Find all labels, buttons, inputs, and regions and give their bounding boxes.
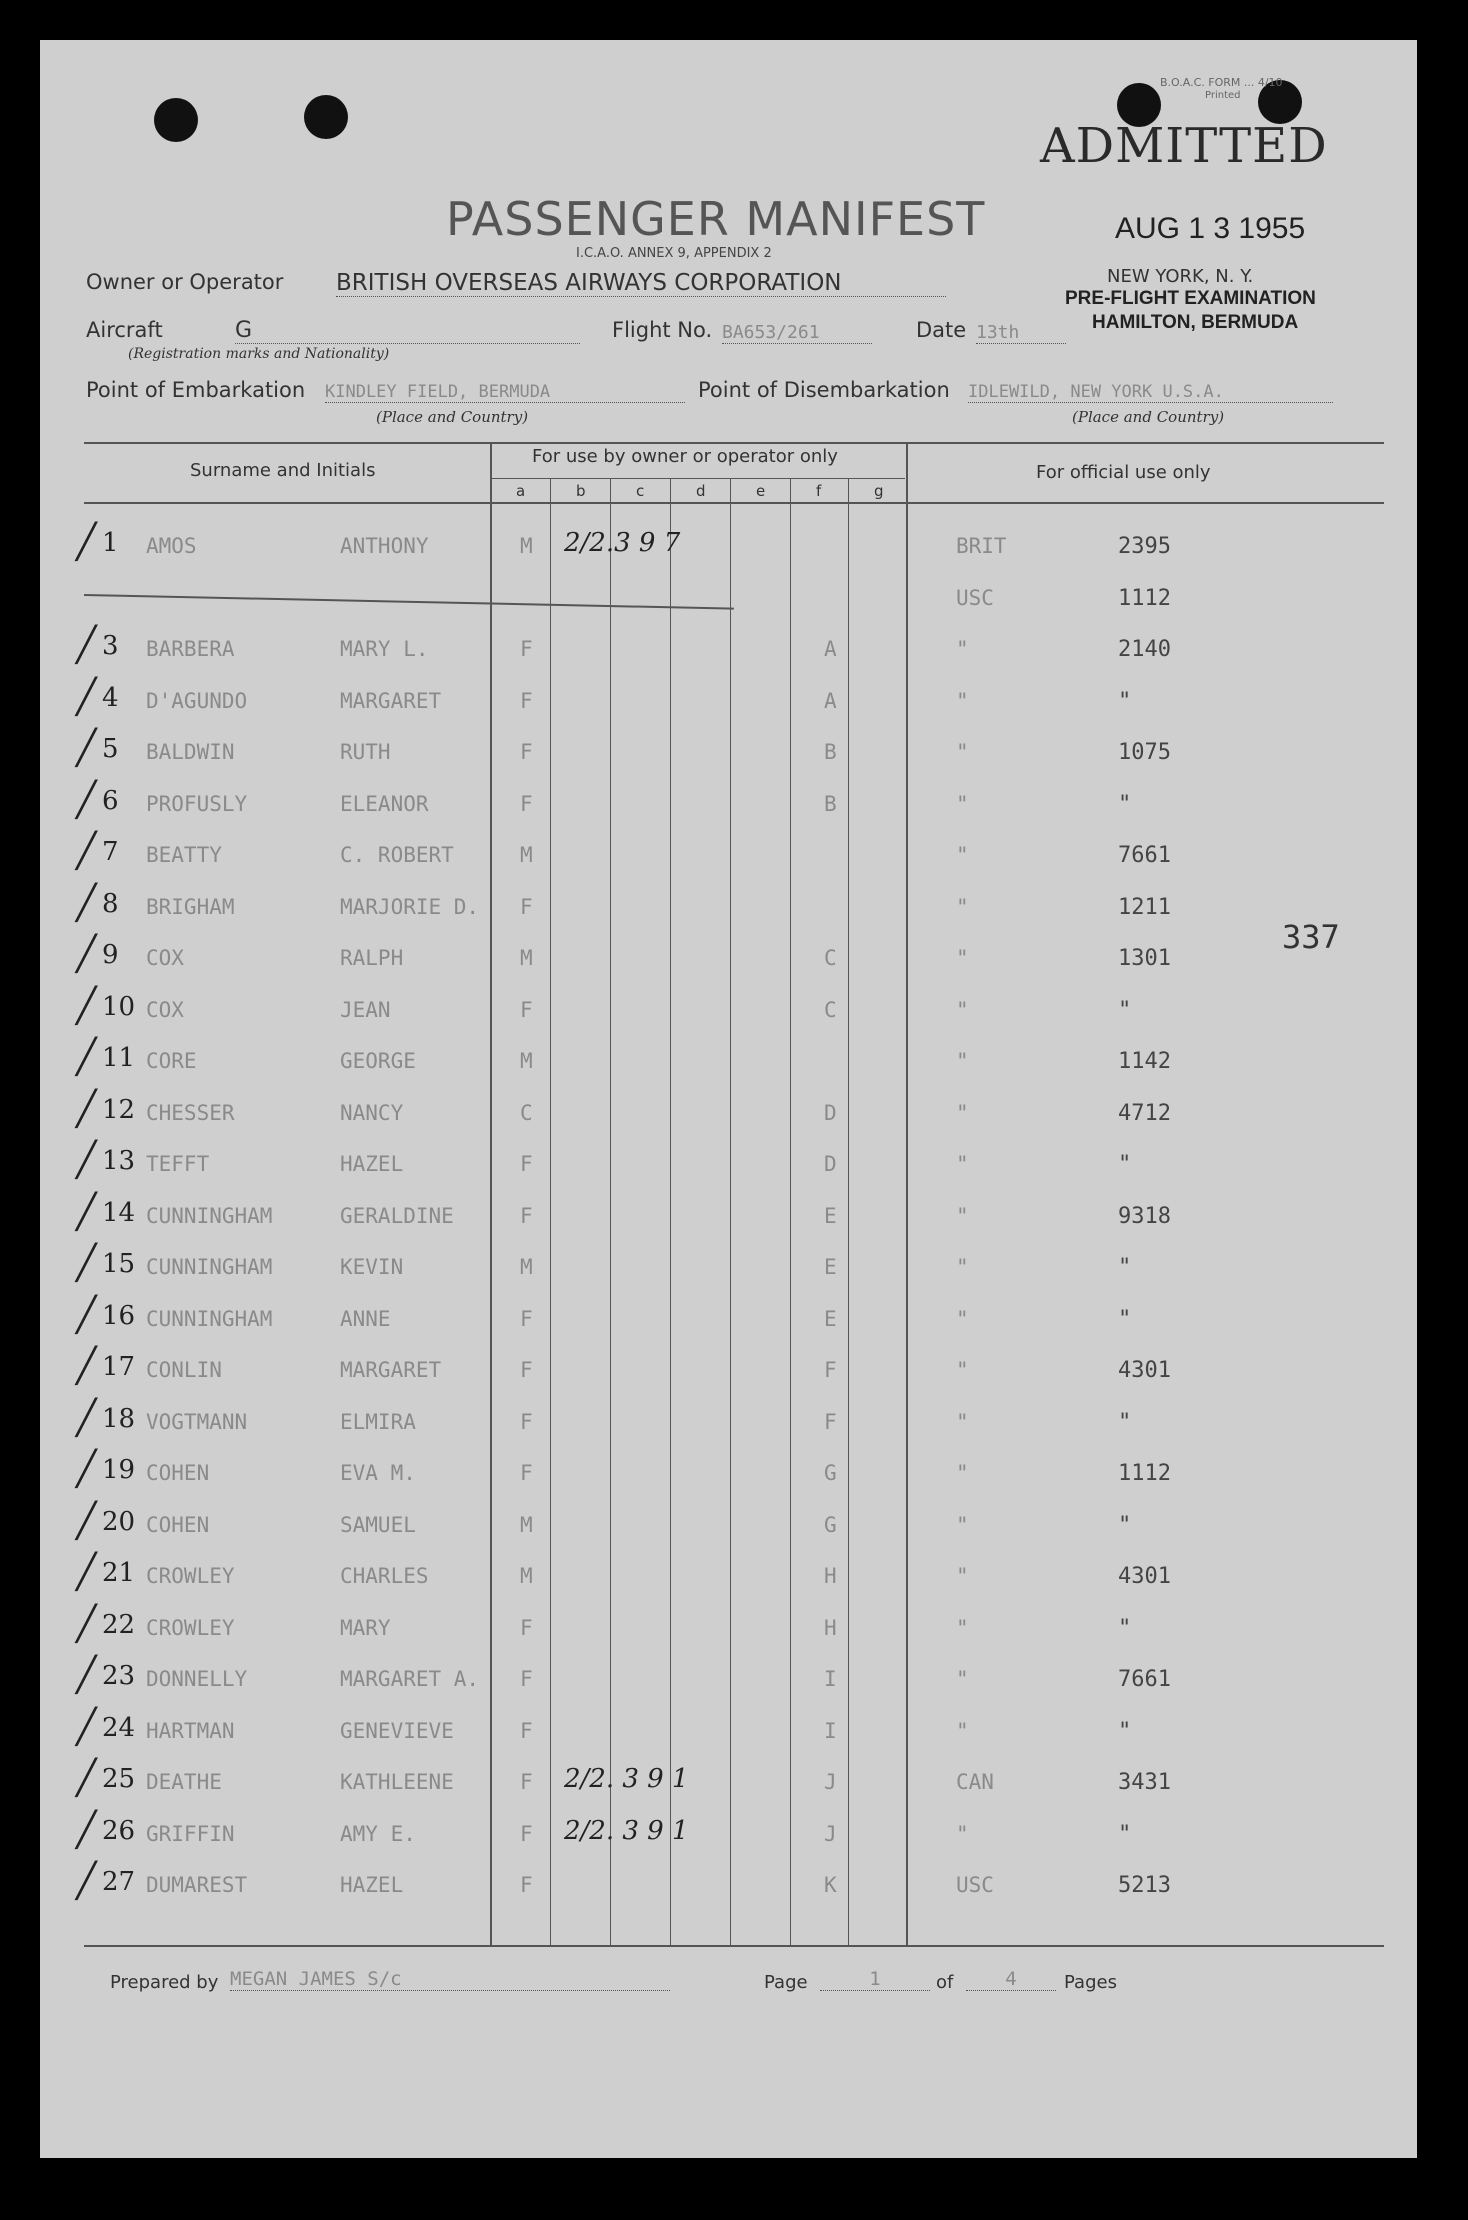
- row-number: 11: [102, 1043, 136, 1073]
- given-name: ANTHONY: [340, 534, 429, 558]
- given-name: MARJORIE D.: [340, 894, 480, 919]
- surname: VOGTMANN: [146, 1409, 248, 1434]
- disembarkation-label: Point of Disembarkation: [698, 378, 950, 402]
- date-value: 13th: [976, 322, 1066, 344]
- surname: COX: [146, 997, 184, 1022]
- group-letter: D: [824, 1100, 837, 1125]
- given-name: ELMIRA: [340, 1409, 416, 1434]
- surname: CROWLEY: [146, 1615, 235, 1640]
- row-number: 21: [102, 1558, 136, 1588]
- sex-code: F: [520, 1409, 533, 1434]
- official-code: ": [1118, 1306, 1132, 1332]
- subcol-letter: f: [816, 482, 822, 500]
- nationality: ": [956, 1667, 969, 1691]
- group-letter: B: [824, 791, 837, 816]
- stamp-examination: PRE-FLIGHT EXAMINATION: [1065, 288, 1316, 309]
- punch-hole: [304, 95, 348, 139]
- flight-value: BA653/261: [722, 322, 872, 344]
- row-number: 20: [102, 1506, 136, 1537]
- surname: AMOS: [146, 534, 197, 558]
- aircraft-label: Aircraft: [86, 318, 163, 342]
- group-letter: H: [824, 1564, 837, 1588]
- given-name: GEORGE: [340, 1049, 416, 1073]
- row-number: 22: [102, 1609, 136, 1640]
- official-code: 4301: [1118, 1564, 1171, 1589]
- sex-code: F: [520, 1821, 533, 1846]
- table-row: [40, 986, 1417, 1038]
- row-number: 25: [102, 1764, 136, 1794]
- nationality: ": [956, 1049, 969, 1073]
- official-code: ": [1118, 1821, 1132, 1847]
- flight-label: Flight No.: [612, 318, 713, 342]
- sex-code: F: [520, 637, 533, 661]
- row-number: 23: [102, 1661, 136, 1691]
- form-reference: B.O.A.C. FORM ... 4/10: [1160, 76, 1283, 89]
- official-code: 2140: [1118, 637, 1171, 662]
- surname: CUNNINGHAM: [146, 1203, 273, 1228]
- group-letter: H: [824, 1615, 837, 1640]
- check-mark-icon: ╱: [76, 1500, 97, 1541]
- official-code: ": [1118, 1718, 1132, 1744]
- owner-value: BRITISH OVERSEAS AIRWAYS CORPORATION: [336, 270, 946, 297]
- table-row: [40, 1192, 1417, 1244]
- subcol-letter: e: [756, 482, 766, 500]
- table-row: [40, 934, 1417, 986]
- check-mark-icon: ╱: [76, 934, 97, 974]
- surname: CROWLEY: [146, 1564, 235, 1588]
- nationality: USC: [956, 585, 994, 610]
- col-header-official: For official use only: [1036, 462, 1211, 483]
- check-mark-icon: ╱: [76, 779, 97, 820]
- sex-code: M: [520, 1049, 533, 1073]
- check-mark-icon: ╱: [76, 676, 97, 717]
- given-name: MARGARET: [340, 1358, 442, 1382]
- total-pages-value: 4: [966, 1968, 1056, 1991]
- aircraft-value: G: [235, 318, 580, 344]
- nationality: ": [956, 1152, 969, 1176]
- official-code: 1142: [1118, 1049, 1171, 1074]
- check-mark-icon: ╱: [76, 522, 97, 562]
- sex-code: F: [520, 1358, 533, 1382]
- row-number: 9: [102, 940, 119, 970]
- nationality: ": [956, 1409, 969, 1434]
- official-code: 7661: [1118, 843, 1171, 868]
- check-mark-icon: ╱: [76, 1346, 97, 1386]
- table-row: [40, 1243, 1417, 1295]
- official-code: 4712: [1118, 1100, 1171, 1126]
- page-subtitle: I.C.A.O. ANNEX 9, APPENDIX 2: [576, 246, 772, 261]
- group-letter: F: [824, 1409, 837, 1434]
- given-name: MARGARET: [340, 688, 442, 713]
- stamp-location: NEW YORK, N. Y.: [1107, 266, 1254, 287]
- table-row: [40, 1655, 1417, 1707]
- sex-code: F: [520, 1152, 533, 1176]
- official-code: ": [1118, 688, 1132, 714]
- surname: BALDWIN: [146, 740, 235, 764]
- table-row: [40, 1758, 1417, 1810]
- sex-code: F: [520, 1718, 533, 1743]
- nationality: ": [956, 1358, 969, 1382]
- date-label: Date: [916, 318, 967, 342]
- surname: BRIGHAM: [146, 894, 235, 919]
- subcol-letter: a: [516, 482, 526, 500]
- official-code: ": [1118, 791, 1132, 817]
- check-mark-icon: ╱: [76, 1655, 97, 1695]
- row-number: 12: [102, 1094, 136, 1125]
- table-row: [40, 1604, 1417, 1656]
- check-mark-icon: ╱: [76, 1397, 97, 1438]
- surname: COHEN: [146, 1461, 210, 1485]
- sex-code: M: [520, 534, 533, 558]
- given-name: ANNE: [340, 1306, 391, 1331]
- printed-note: Printed: [1205, 90, 1241, 101]
- official-code: 1112: [1118, 1461, 1171, 1486]
- page-title: PASSENGER MANIFEST: [446, 192, 986, 246]
- table-row: [40, 1295, 1417, 1347]
- nationality: ": [956, 740, 969, 764]
- nationality: ": [956, 1203, 969, 1228]
- handwritten-code: 2/2. 3 9 1: [564, 1764, 689, 1794]
- surname: BEATTY: [146, 843, 222, 867]
- sex-code: M: [520, 1255, 533, 1279]
- table-row: [40, 883, 1417, 935]
- group-letter: E: [824, 1255, 837, 1279]
- page-value: 1: [820, 1968, 930, 1991]
- table-row: [40, 1861, 1417, 1913]
- aircraft-note: (Registration marks and Nationality): [128, 346, 390, 362]
- sex-code: C: [520, 1100, 533, 1125]
- check-mark-icon: ╱: [76, 1294, 97, 1335]
- check-mark-icon: ╱: [76, 728, 97, 768]
- table-row: [40, 1552, 1417, 1604]
- surname: COX: [146, 946, 184, 970]
- group-letter: E: [824, 1306, 837, 1331]
- nationality: ": [956, 1461, 969, 1485]
- group-letter: E: [824, 1203, 837, 1228]
- group-letter: C: [824, 997, 837, 1022]
- nationality: ": [956, 1512, 969, 1537]
- table-row: [40, 1398, 1417, 1450]
- subcol-letter: c: [636, 482, 645, 500]
- row-number: 4: [102, 682, 119, 713]
- surname: PROFUSLY: [146, 791, 248, 816]
- handwritten-code: 2/2.3 9 7: [564, 528, 681, 558]
- given-name: EVA M.: [340, 1461, 416, 1485]
- sex-code: F: [520, 1615, 533, 1640]
- surname: CHESSER: [146, 1100, 235, 1125]
- nationality: ": [956, 1821, 969, 1846]
- surname: CUNNINGHAM: [146, 1255, 273, 1279]
- nationality: ": [956, 791, 969, 816]
- table-row: [40, 780, 1417, 832]
- surname: GRIFFIN: [146, 1821, 235, 1846]
- sex-code: F: [520, 1306, 533, 1331]
- row-number: 10: [102, 991, 136, 1022]
- owner-label: Owner or Operator: [86, 270, 284, 294]
- nationality: ": [956, 1255, 969, 1279]
- sex-code: F: [520, 1667, 533, 1691]
- group-letter: C: [824, 946, 837, 970]
- col-header-owner: For use by owner or operator only: [532, 446, 838, 467]
- sex-code: F: [520, 1770, 533, 1794]
- row-number: 17: [102, 1352, 136, 1382]
- check-mark-icon: ╱: [76, 1603, 97, 1644]
- given-name: AMY E.: [340, 1821, 416, 1846]
- given-name: JEAN: [340, 997, 391, 1022]
- table-row: [40, 1346, 1417, 1398]
- group-letter: A: [824, 637, 837, 661]
- table-bottom-rule: [84, 1945, 1384, 1947]
- table-row: [40, 574, 1417, 626]
- given-name: KEVIN: [340, 1255, 404, 1279]
- official-code: 2395: [1118, 534, 1171, 559]
- official-code: 1301: [1118, 946, 1171, 971]
- sex-code: M: [520, 843, 533, 867]
- given-name: SAMUEL: [340, 1512, 416, 1537]
- group-letter: F: [824, 1358, 837, 1382]
- prepared-label: Prepared by: [110, 1972, 219, 1993]
- check-mark-icon: ╱: [76, 1758, 97, 1798]
- row-number: 8: [102, 888, 119, 919]
- row-number: 27: [102, 1867, 136, 1897]
- sex-code: F: [520, 1203, 533, 1228]
- given-name: NANCY: [340, 1100, 404, 1125]
- punch-hole: [154, 98, 198, 142]
- check-mark-icon: ╱: [76, 1809, 97, 1850]
- official-code: 9318: [1118, 1203, 1171, 1229]
- row-number: 16: [102, 1300, 136, 1331]
- row-number: 18: [102, 1403, 136, 1434]
- surname: DEATHE: [146, 1770, 222, 1794]
- sex-code: F: [520, 791, 533, 816]
- official-code: 1075: [1118, 740, 1171, 765]
- given-name: CHARLES: [340, 1564, 429, 1588]
- row-number: 19: [102, 1455, 136, 1485]
- sex-code: M: [520, 1564, 533, 1588]
- nationality: BRIT: [956, 534, 1007, 558]
- table-row: [40, 1037, 1417, 1089]
- surname: COHEN: [146, 1512, 210, 1537]
- pages-label: Pages: [1064, 1972, 1117, 1993]
- table-row: [40, 1089, 1417, 1141]
- table-row: [40, 728, 1417, 780]
- sex-code: F: [520, 688, 533, 713]
- group-letter: K: [824, 1873, 837, 1897]
- group-letter: J: [824, 1821, 837, 1846]
- handwritten-code: 2/2. 3 9 1: [564, 1815, 689, 1846]
- nationality: USC: [956, 1873, 994, 1897]
- embarkation-value: KINDLEY FIELD, BERMUDA: [325, 382, 685, 403]
- nationality: ": [956, 946, 969, 970]
- table-row: [40, 677, 1417, 729]
- group-letter: D: [824, 1152, 837, 1176]
- surname: D'AGUNDO: [146, 688, 248, 713]
- table-row: [40, 1501, 1417, 1553]
- nationality: ": [956, 997, 969, 1022]
- official-code: ": [1118, 997, 1132, 1023]
- given-name: MARY: [340, 1615, 391, 1640]
- table-top-rule: [84, 442, 1384, 444]
- sex-code: F: [520, 1461, 533, 1485]
- subcol-letter: b: [576, 482, 586, 500]
- check-mark-icon: ╱: [76, 1191, 97, 1232]
- table-header-rule: [84, 502, 1384, 504]
- row-number: 24: [102, 1712, 136, 1743]
- official-code: 7661: [1118, 1667, 1171, 1692]
- nationality: ": [956, 1718, 969, 1743]
- group-letter: A: [824, 688, 837, 713]
- table-row: [40, 1449, 1417, 1501]
- sex-code: M: [520, 1512, 533, 1537]
- sex-code: F: [520, 1873, 533, 1897]
- group-letter: G: [824, 1512, 837, 1537]
- page-label: Page: [764, 1972, 808, 1993]
- nationality: ": [956, 1615, 969, 1640]
- sex-code: F: [520, 740, 533, 764]
- surname: CONLIN: [146, 1358, 222, 1382]
- manifest-sheet: [40, 40, 1417, 2158]
- table-row: [40, 1707, 1417, 1759]
- group-letter: B: [824, 740, 837, 764]
- nationality: ": [956, 1306, 969, 1331]
- row-number: 1: [102, 528, 119, 558]
- given-name: GENEVIEVE: [340, 1718, 454, 1743]
- official-code: ": [1118, 1512, 1132, 1538]
- check-mark-icon: ╱: [76, 882, 97, 923]
- check-mark-icon: ╱: [76, 1037, 97, 1077]
- official-code: ": [1118, 1615, 1132, 1641]
- check-mark-icon: ╱: [76, 831, 97, 871]
- given-name: C. ROBERT: [340, 843, 454, 867]
- given-name: GERALDINE: [340, 1203, 454, 1228]
- group-letter: I: [824, 1718, 837, 1743]
- sex-code: F: [520, 894, 533, 919]
- subcol-letter: g: [874, 482, 884, 500]
- group-letter: J: [824, 1770, 837, 1794]
- admitted-stamp: ADMITTED: [1040, 118, 1328, 174]
- surname: TEFFT: [146, 1152, 210, 1176]
- stamp-date: AUG 1 3 1955: [1115, 212, 1306, 245]
- official-code: ": [1118, 1152, 1132, 1177]
- stamp-hamilton: HAMILTON, BERMUDA: [1092, 312, 1299, 333]
- given-name: HAZEL: [340, 1152, 404, 1176]
- subcol-letter: d: [696, 482, 706, 500]
- sex-code: M: [520, 946, 533, 970]
- surname: CORE: [146, 1049, 197, 1073]
- nationality: ": [956, 1100, 969, 1125]
- disembarkation-value: IDLEWILD, NEW YORK U.S.A.: [968, 382, 1333, 403]
- official-code: 5213: [1118, 1873, 1171, 1898]
- col-header-name: Surname and Initials: [190, 460, 376, 481]
- table-row: [40, 1140, 1417, 1192]
- table-row: [40, 522, 1417, 574]
- official-code: 1112: [1118, 585, 1171, 611]
- given-name: RUTH: [340, 740, 391, 764]
- given-name: RALPH: [340, 946, 404, 970]
- official-code: ": [1118, 1409, 1132, 1435]
- nationality: ": [956, 688, 969, 713]
- row-number: 3: [102, 631, 119, 661]
- surname: DUMAREST: [146, 1873, 248, 1897]
- disembarkation-note: (Place and Country): [1072, 408, 1225, 426]
- given-name: HAZEL: [340, 1873, 404, 1897]
- check-mark-icon: ╱: [76, 985, 97, 1026]
- given-name: MARGARET A.: [340, 1667, 480, 1691]
- table-row: [40, 1810, 1417, 1862]
- surname: CUNNINGHAM: [146, 1306, 273, 1331]
- official-code: ": [1118, 1255, 1132, 1280]
- check-mark-icon: ╱: [76, 1140, 97, 1180]
- check-mark-icon: ╱: [76, 1706, 97, 1747]
- check-mark-icon: ╱: [76, 1243, 97, 1283]
- group-letter: I: [824, 1667, 837, 1691]
- nationality: ": [956, 1564, 969, 1588]
- group-letter: G: [824, 1461, 837, 1485]
- nationality: CAN: [956, 1770, 994, 1794]
- surname: DONNELLY: [146, 1667, 248, 1691]
- subcol-rule: [490, 478, 905, 479]
- official-code: 3431: [1118, 1770, 1171, 1795]
- check-mark-icon: ╱: [76, 625, 97, 665]
- official-code: 4301: [1118, 1358, 1171, 1383]
- table-row: [40, 831, 1417, 883]
- check-mark-icon: ╱: [76, 1088, 97, 1129]
- given-name: ELEANOR: [340, 791, 429, 816]
- check-mark-icon: ╱: [76, 1449, 97, 1489]
- row-number: 13: [102, 1146, 136, 1176]
- nationality: ": [956, 843, 969, 867]
- row-number: 5: [102, 734, 119, 764]
- nationality: ": [956, 894, 969, 919]
- row-number: 6: [102, 785, 119, 816]
- nationality: ": [956, 637, 969, 661]
- sex-code: F: [520, 997, 533, 1022]
- embarkation-label: Point of Embarkation: [86, 378, 306, 402]
- surname: BARBERA: [146, 637, 235, 661]
- margin-note: 337: [1282, 918, 1340, 956]
- official-code: 1211: [1118, 894, 1171, 920]
- embarkation-note: (Place and Country): [376, 408, 529, 426]
- row-number: 7: [102, 837, 119, 867]
- check-mark-icon: ╱: [76, 1861, 97, 1901]
- row-number: 14: [102, 1197, 136, 1228]
- row-number: 15: [102, 1249, 136, 1279]
- row-number: 26: [102, 1815, 136, 1846]
- of-label: of: [936, 1972, 954, 1993]
- check-mark-icon: ╱: [76, 1552, 97, 1592]
- surname: HARTMAN: [146, 1718, 235, 1743]
- table-row: [40, 625, 1417, 677]
- given-name: MARY L.: [340, 637, 429, 661]
- given-name: KATHLEENE: [340, 1770, 454, 1794]
- prepared-value: MEGAN JAMES S/c: [230, 1968, 670, 1991]
